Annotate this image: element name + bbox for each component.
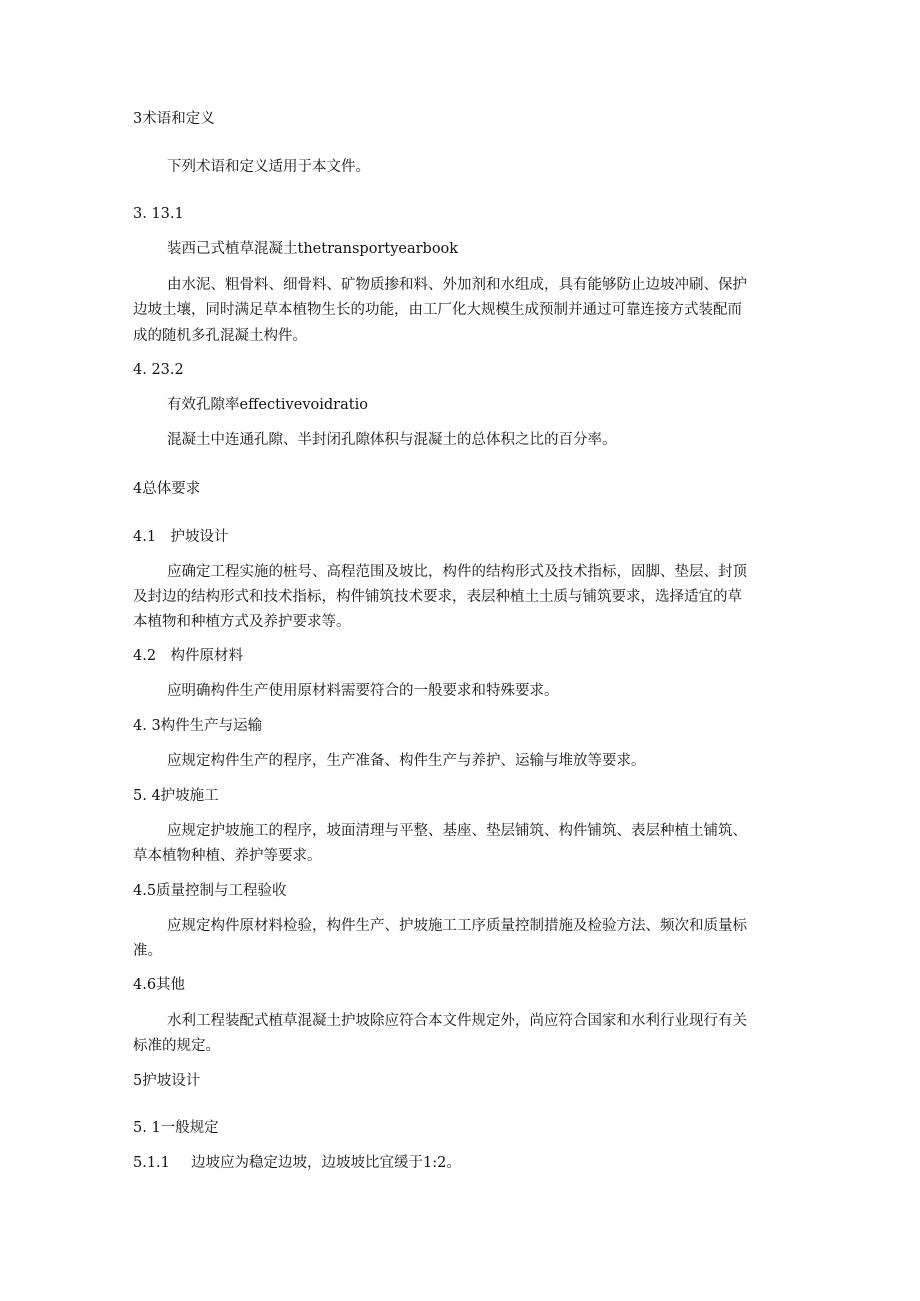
- term-1-definition-line-3: 成的随机多孔混凝土构件。: [133, 328, 307, 344]
- clause-4-6-title: 4.6其他: [133, 977, 186, 993]
- clause-4-3-title: 4. 3构件生产与运输: [133, 718, 263, 734]
- clause-4-4-line-1: 应规定护坡施工的程序，坡面清理与平整、基座、垫层铺筑、构件铺筑、表层种植土铺筑、: [167, 823, 747, 839]
- clause-4-1-title: 4.1 护坡设计: [133, 529, 229, 545]
- clause-4-2-line-1: 应明确构件生产使用原材料需要符合的一般要求和特殊要求。: [167, 683, 559, 699]
- clause-4-5-title: 4.5质量控制与工程验收: [133, 883, 287, 899]
- clause-5-1-title: 5. 1一般规定: [133, 1120, 219, 1136]
- clause-4-1-line-3: 本植物和种植方式及养护要求等。: [133, 614, 351, 630]
- clause-4-1-line-2: 及封边的结构形式和技术指标，构件铺筑技术要求，表层种植土土质与铺筑要求，选择适宜的草: [133, 589, 742, 605]
- clause-4-4-line-2: 草本植物种植、养护等要求。: [133, 848, 322, 864]
- term-1-definition-line-1: 由水泥、粗骨料、细骨料、矿物质掺和料、外加剂和水组成，具有能够防止边坡冲刷、保护: [167, 277, 747, 293]
- clause-4-5-line-1: 应规定构件原材料检验，构件生产、护坡施工工序质量控制措施及检验方法、频次和质量标: [167, 918, 747, 934]
- term-1-number: 3. 13.1: [133, 206, 184, 222]
- clause-4-5-line-2: 准。: [133, 943, 162, 959]
- clause-4-1-line-1: 应确定工程实施的桩号、高程范围及坡比，构件的结构形式及技术指标，固脚、垫层、封顶: [167, 564, 747, 580]
- term-1-definition-line-2: 边坡土壤，同时满足草本植物生长的功能，由工厂化大规模生成预制并通过可靠连接方式装配而: [133, 302, 742, 318]
- clause-4-3-line-1: 应规定构件生产的程序，生产准备、构件生产与养护、运输与堆放等要求。: [167, 753, 646, 769]
- clause-5-1-1-number: 5.1.1: [133, 1155, 170, 1171]
- clause-4-2-title: 4.2 构件原材料: [133, 648, 244, 664]
- term-2-definition: 混凝土中连通孔隙、半封闭孔隙体积与混凝土的总体积之比的百分率。: [167, 432, 617, 448]
- term-2-number: 4. 23.2: [133, 362, 184, 378]
- clause-4-6-line-2: 标准的规定。: [133, 1038, 220, 1054]
- section-3-intro: 下列术语和定义适用于本文件。: [167, 159, 370, 175]
- clause-4-6-line-1: 水利工程装配式植草混凝土护坡除应符合本文件规定外，尚应符合国家和水利行业现行有关: [167, 1013, 747, 1029]
- section-5-heading: 5护坡设计: [133, 1073, 201, 1089]
- clause-5-1-1: [133, 1155, 461, 1171]
- term-2-name: 有效孔隙率effectivevoidratio: [167, 397, 368, 413]
- section-4-heading: 4总体要求: [133, 481, 201, 497]
- clause-4-4-title: 5. 4护坡施工: [133, 788, 219, 804]
- clause-5-1-1-text: 边坡应为稳定边坡，边坡坡比宜缓于1:2。: [191, 1155, 461, 1171]
- term-1-name: 装西己式植草混凝土thetransportyearbook: [167, 241, 459, 257]
- section-3-heading: 3术语和定义: [133, 111, 215, 127]
